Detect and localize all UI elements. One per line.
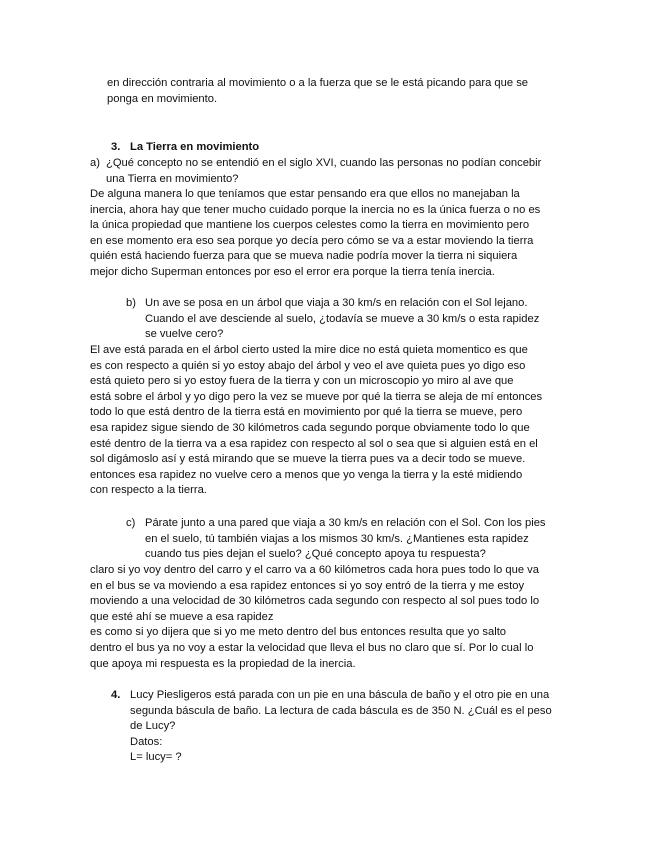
section-4-text <box>130 688 552 766</box>
question-a-text <box>106 156 541 187</box>
text-line: dentro el bus ya no voy a estar la velocidad que lleva el bus no claro que sí. Por lo cual lo <box>90 641 534 654</box>
section-3-number: 3. <box>111 141 121 153</box>
text-line: sol digámoslo así y está mirando que se mueve la tierra pues va a decir todo se mueve. <box>90 453 526 466</box>
question-b-text <box>145 296 539 343</box>
continuation-paragraph <box>107 76 528 107</box>
text-line: la única propiedad que mantiene los cuerpos celestes como la tierra en movimiento pero <box>90 219 530 232</box>
answer-b <box>90 343 542 499</box>
text-line: ¿Qué concepto no se entendió en el siglo XVI, cuando las personas no podían concebir <box>106 157 542 169</box>
text-line: en el suelo, tú también viajas a los mismos 30 km/s. ¿Mantienes esta rapidez <box>145 532 529 545</box>
question-a-label: a) <box>90 157 100 169</box>
text-line: segunda báscula de baño. La lectura de cada báscula es de 350 N. ¿Cuál es el peso <box>130 704 552 717</box>
text-line: en ese momento era eso sea porque yo decía pero cómo se va a estar moviendo la tierra <box>90 234 534 247</box>
text-line: moviendo a una velocidad de 30 kilómetros cada segundo con respecto al sol pues todo lo <box>90 595 540 608</box>
text-line: una Tierra en movimiento? <box>106 172 239 185</box>
text-line: Cuando el ave desciende al suelo, ¿todavía se mueve a 30 km/s o esta rapidez <box>145 312 540 325</box>
answer-c <box>90 563 539 672</box>
text-line: se vuelve cero? <box>145 328 224 341</box>
text-line: quién está haciendo fuerza para que se mueva nadie podría mover la tierra ni siquiera <box>90 250 518 263</box>
text-line: en el bus se va moviendo a esa rapidez entonces si yo soy entró de la tierra y me estoy <box>90 579 525 592</box>
text-line: es como si yo dijera que si yo me meto dentro del bus entonces resulta que yo salto <box>90 626 507 639</box>
text-line: Párate junto a una pared que viaja a 30 km/s en relación con el Sol. Con los pies <box>145 517 546 529</box>
answer-a <box>90 187 540 281</box>
question-c-label: c) <box>126 517 136 529</box>
text-line: está quieto pero si yo estoy fuera de la tierra y con un microscopio yo miro al ave que <box>90 375 514 388</box>
text-line: que esté ahí se mueve a esa rapidez <box>90 610 274 623</box>
question-c-text <box>145 516 546 563</box>
text-line: todo lo que está dentro de la tierra está en movimiento por qué la tierra se mueve, pero <box>90 406 523 419</box>
text-line: Un ave se posa en un árbol que viaja a 30 km/s en relación con el Sol lejano. <box>145 297 528 309</box>
section-4-number: 4. <box>111 689 121 701</box>
text-line: cuando tus pies dejan el suelo? ¿Qué concepto apoya tu respuesta? <box>145 548 486 561</box>
text-line: esa rapidez sigue siendo de 30 kilómetros cada segundo porque obviamente todo lo que <box>90 421 530 434</box>
text-line: que apoya mi respuesta es la propiedad de la inercia. <box>90 657 356 670</box>
text-line: mejor dicho Superman entonces por eso el error era porque la tierra tenía inercia. <box>90 265 495 278</box>
text-line: ponga en movimiento. <box>107 92 218 105</box>
text-line: con respecto a la tierra. <box>90 484 207 497</box>
text-line: de Lucy? <box>130 720 176 733</box>
text-line: es con respecto a quién si yo estoy abajo del árbol y veo el ave quieta pues yo digo eso <box>90 359 526 372</box>
question-b-label: b) <box>126 297 136 309</box>
text-line: claro si yo voy dentro del carro y el carro va a 60 kilómetros cada hora pues todo lo que va <box>90 564 539 576</box>
text-line: De alguna manera lo que teníamos que estar pensando era que ellos no manejaban la <box>90 188 520 200</box>
text-line: esté dentro de la tierra va a esa rapidez con respecto al sol o sea que si alguien está en el <box>90 437 538 450</box>
section-3-title: La Tierra en movimiento <box>130 141 260 153</box>
text-line: Lucy Piesligeros está parada con un pie en una báscula de baño y el otro pie en una <box>130 689 550 701</box>
text-line: en dirección contraria al movimiento o a la fuerza que se le está picando para que se <box>107 77 529 89</box>
text-line: L= lucy= ? <box>130 751 182 764</box>
text-line: está sobre el árbol y yo digo pero la vez se mueve por qué la tierra se aleja de mí entonces <box>90 390 543 403</box>
text-line: El ave está parada en el árbol cierto usted la mire dice no está quieta momentico es que <box>90 344 528 356</box>
text-line: Datos: <box>130 735 163 748</box>
text-line: entonces esa rapidez no vuelve cero a menos que yo venga la tierra y la esté midiendo <box>90 468 523 481</box>
text-line: inercia, ahora hay que tener mucho cuidado porque la inercia no es la única fuerza o no es <box>90 203 541 216</box>
